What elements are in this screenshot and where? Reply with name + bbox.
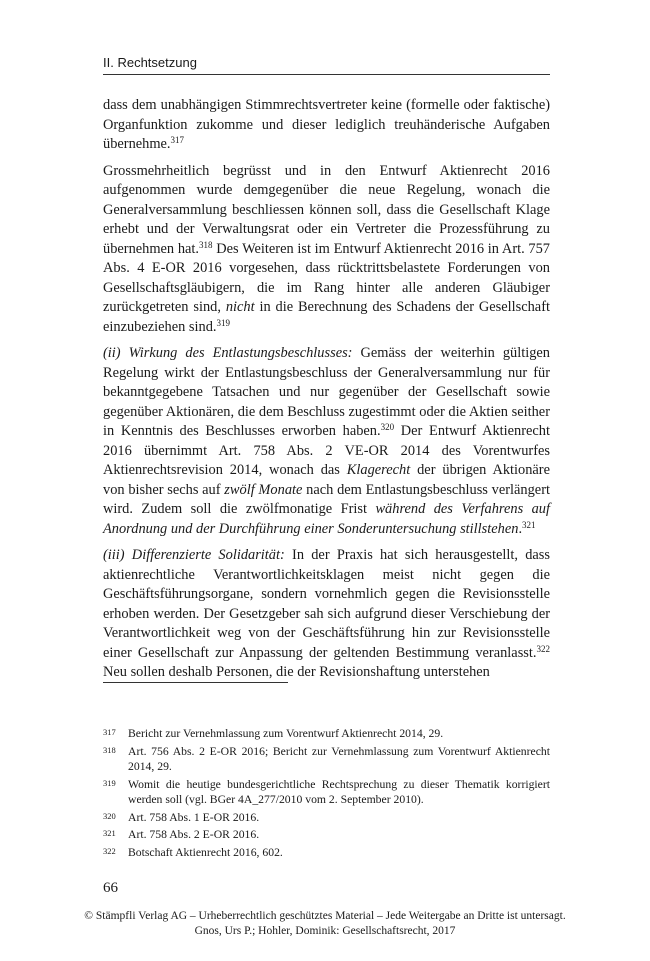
citation-line: Gnos, Urs P.; Hohler, Dominik: Gesellschaftsrecht, 2017 (194, 925, 456, 937)
footnote-text: Art. 758 Abs. 1 E-OR 2016. (128, 810, 260, 824)
paragraph: Grossmehrheitlich begrüsst und in den Entwurf Aktienrecht 2016 aufgenommen wurde demgegenüber die neue Regelung, wonach die Generalversammlung beschliessen können soll, dass die Gesellschaft Klage erhebt und der Verwaltungsrat oder ein Vertreter die Prozessführung zu übernehmen hat.$^{318}$ Des Weiteren ist im Entwurf Aktienrecht 2016 in Art. 757 Abs. 4 E-OR 2016 vorgesehen, dass rücktrittsbelastete Forderungen von Gesellschaftsgläubigern, die im Rang hinter alle anderen Gläubiger zurückgetreten sind, nicht in die Berechnung des Schadens der Gesellschaft einzubeziehen sind.$^{319}$ (103, 162, 551, 335)
footnote-ref[interactable]: 318 (199, 239, 213, 250)
footnote-ref[interactable]: 319 (216, 317, 230, 328)
footnote-number: 318 (103, 744, 116, 755)
main-text (103, 96, 550, 690)
footnote-text: Bericht zur Vernehmlassung zum Vorentwurf Aktienrecht 2014, 29. (128, 727, 444, 740)
paragraph: dass dem unabhängigen Stimmrechtsvertreter keine (formelle oder faktische) Organfunktion zukomme und dieser lediglich treuhänderische Aufgaben übernehme.$^{317}$ (103, 97, 550, 152)
footnote (103, 845, 550, 861)
section-lead: (ii) Wirkung des Entlastungsbeschlusses: (103, 345, 353, 361)
footnote-number: 320 (103, 810, 116, 821)
footnote-separator (103, 682, 288, 683)
paragraph: (ii) Wirkung des Entlastungsbeschlusses: Gemäss der weiterhin gültigen Regelung wirkt der Entlastungsbeschluss der Generalversammlung nur für bekanntgegebene Tatsachen und nur gegenüber der Gesellschaft sowie gegenüber Aktionären, die dem Beschluss zugestimmt oder die Aktien seither in Kenntnis des Beschlusses erworben haben.$^{320}$ Der Entwurf Aktienrecht 2016 übernimmt Art. 758 Abs. 2 VE-OR 2014 des Vorentwurfes Aktienrechtsrevision 2014, wonach das Klagerecht der übrigen Aktionäre von bisher sechs auf zwölf Monate nach dem Entlastungsbeschluss verlängert wird. Zudem soll die zwölfmonatige Frist während des Verfahrens auf Anordnung und der Durchführung einer Sonderuntersuchung stillstehen.$^{321}$ (103, 345, 550, 537)
page-number: 66 (103, 880, 118, 896)
footnote-text: Art. 756 Abs. 2 E-OR 2016; Bericht zur Vernehmlassung zum Vorentwurf Aktienrecht 2014, 29. (128, 744, 550, 773)
footnote-text: Art. 758 Abs. 2 E-OR 2016. (128, 828, 260, 841)
copyright-footer (0, 909, 650, 939)
footnote-ref[interactable]: 321 (522, 519, 536, 530)
footnote (103, 777, 550, 808)
footnote (103, 744, 550, 775)
copyright-line: © Stämpfli Verlag AG – Urheberrechtlich geschütztes Material – Jede Weitergabe an Dritte ist untersagt. (84, 910, 566, 922)
footnote-text: Botschaft Aktienrecht 2016, 602. (128, 845, 283, 859)
footnote (103, 810, 550, 826)
footnote-ref[interactable]: 317 (170, 135, 185, 145)
header-title: II. Rechtsetzung (103, 55, 197, 70)
footnote (103, 827, 550, 843)
footnote-number: 321 (103, 828, 116, 838)
footnote-number: 319 (103, 777, 116, 788)
footnote-text: Womit die heutige bundesgerichtliche Rechtsprechung zu dieser Thematik korrigiert werden soll (vgl. BGer 4A_277/2010 vom 2. September 2010). (128, 777, 550, 806)
paragraph: (iii) Differenzierte Solidarität: In der Praxis hat sich herausgestellt, dass aktienrechtliche Verantwortlichkeitsklagen meist nicht gegen die Geschäftsführungsorgane, sondern vornehmlich gegen die Revisionsstelle erhoben werden. Der Gesetzgeber sah sich aufgrund dieser Verschiebung der Verantwortlichkeit weg von der Geschäftsführung hin zur Revisionsstelle einer Gesellschaft zur Anpassung der geltenden Bestimmung veranlasst.$^{322}$ Neu sollen deshalb Personen, die der Revisionshaftung unterstehen (103, 547, 550, 680)
footnote-number: 317 (103, 727, 116, 737)
section-lead: (iii) Differenzierte Solidarität: (103, 547, 285, 563)
footnotes (103, 726, 550, 862)
footnote-number: 322 (103, 845, 116, 856)
footnote (103, 726, 550, 742)
footnote-ref[interactable]: 320 (380, 422, 395, 432)
running-header (103, 55, 550, 75)
footnote-ref[interactable]: 322 (536, 643, 550, 654)
